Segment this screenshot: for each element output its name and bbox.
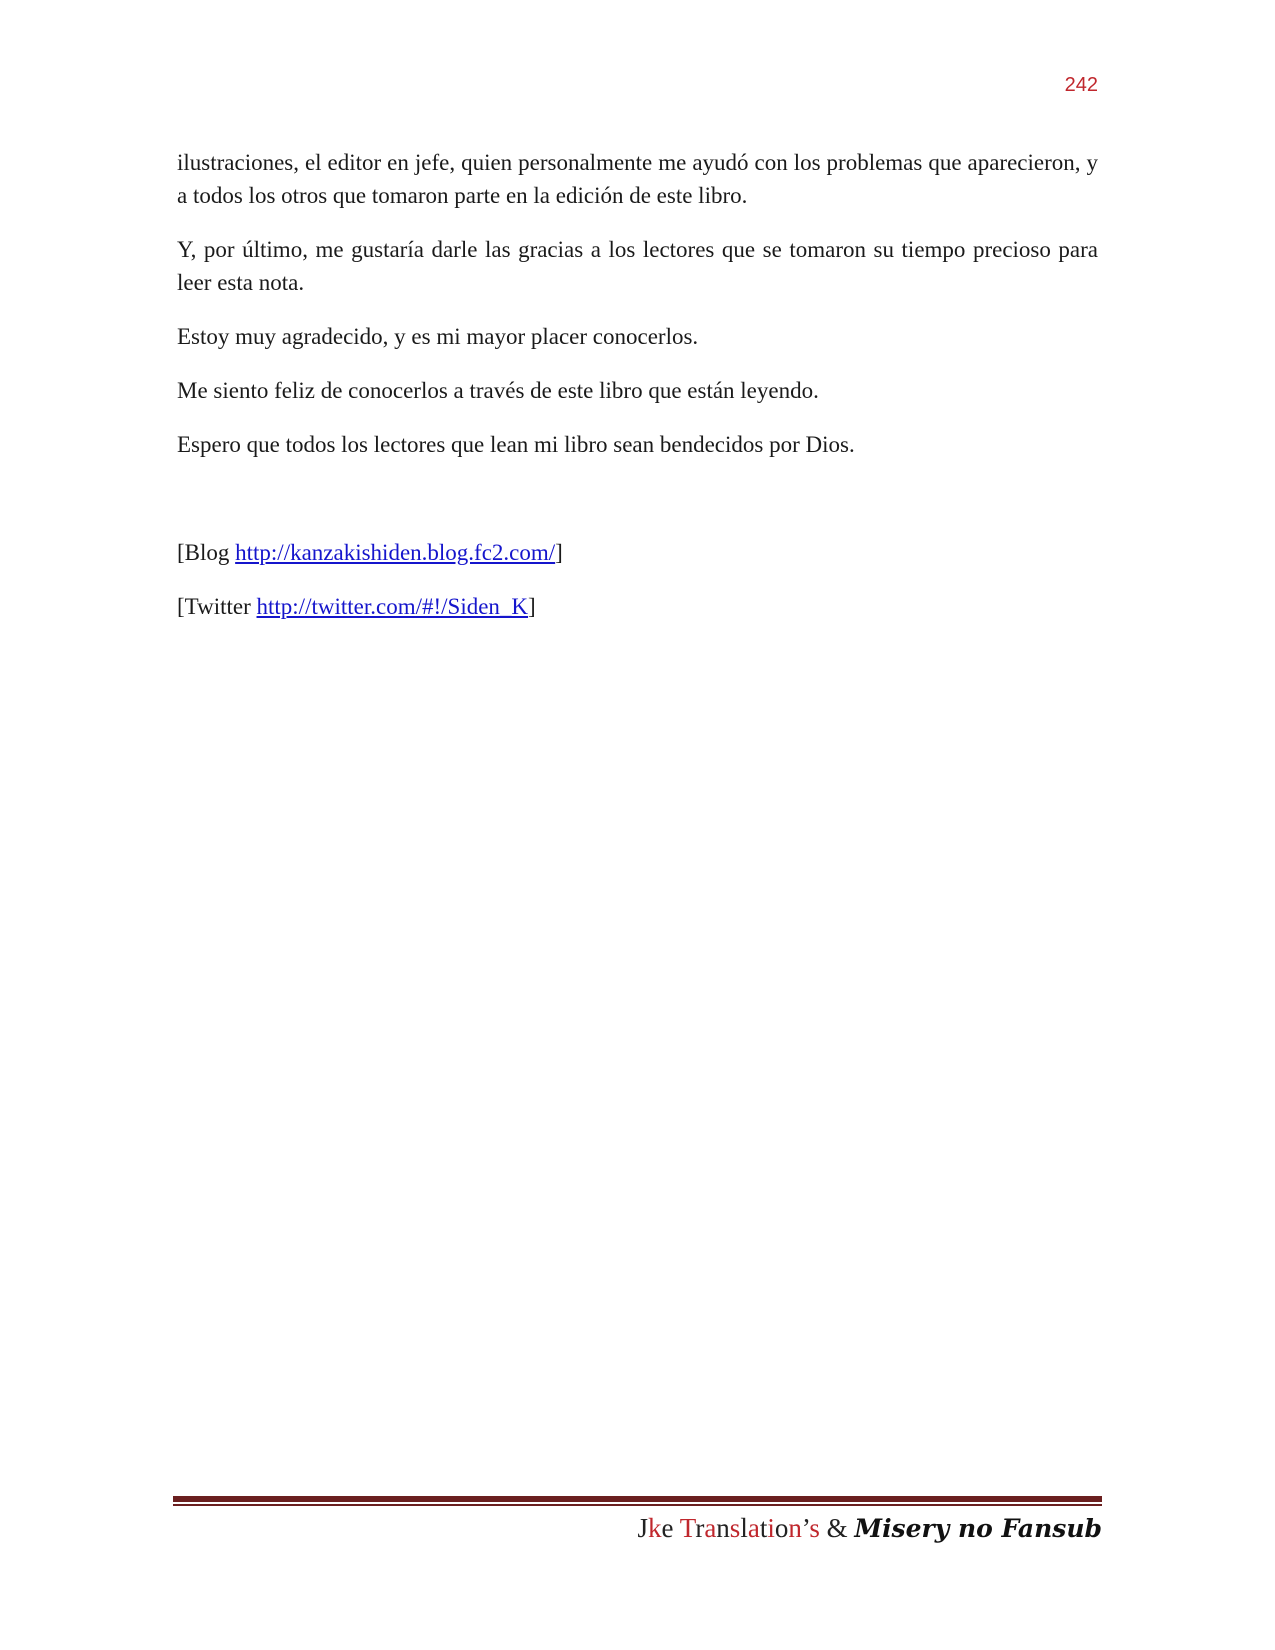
- paragraph-acknowledgements: ilustraciones, el editor en jefe, quien personalmente me ayudó con los problemas que aparecieron, y a todos los otros que tomaron parte en la edición de este libro.: [177, 150, 1098, 208]
- body-text: [177, 146, 1098, 482]
- footer-credits: [638, 1510, 1103, 1547]
- footer-letter: l: [740, 1513, 748, 1543]
- footer-letter: ’: [801, 1513, 810, 1543]
- twitter-line: [177, 590, 1098, 623]
- footer-letter: s: [729, 1513, 741, 1543]
- blog-prefix: [Blog: [177, 540, 236, 565]
- author-links: [177, 536, 1098, 644]
- footer-letter: J: [637, 1513, 649, 1543]
- twitter-link[interactable]: http://twitter.com/#!/Siden_K: [256, 594, 529, 619]
- footer-letter: T: [679, 1513, 696, 1543]
- footer-letter: o: [774, 1513, 789, 1543]
- blog-link[interactable]: http://kanzakishiden.blog.fc2.com/: [235, 540, 556, 565]
- footer-letter: s: [809, 1513, 820, 1543]
- footer-divider-thick: [173, 1496, 1102, 1502]
- paragraph-grateful: Estoy muy agradecido, y es mi mayor placer conocerlos.: [177, 324, 699, 349]
- footer-translators: [638, 1513, 855, 1543]
- twitter-prefix: [Twitter: [177, 594, 257, 619]
- blog-suffix: ]: [555, 540, 563, 565]
- footer-letter: r: [695, 1513, 705, 1543]
- footer-letter: e: [661, 1513, 680, 1543]
- footer-divider-thin: [173, 1504, 1102, 1506]
- footer-letter: i: [767, 1513, 775, 1543]
- twitter-suffix: ]: [528, 594, 536, 619]
- paragraph-blessing: Espero que todos los lectores que lean mi libro sean bendecidos por Dios.: [177, 432, 855, 457]
- footer-letter: k: [648, 1513, 662, 1543]
- paragraph-happy: Me siento feliz de conocerlos a través de este libro que están leyendo.: [177, 378, 819, 403]
- footer-letter: n: [788, 1513, 802, 1543]
- footer-letter: a: [704, 1513, 717, 1543]
- footer-letter: &: [819, 1513, 855, 1543]
- paragraph-thanks-readers: Y, por último, me gustaría darle las gracias a los lectores que se tomaron su tiempo precioso para leer esta nota.: [177, 237, 1098, 295]
- footer-fansub-name: Misery no Fansub: [854, 1514, 1102, 1543]
- page-number: 242: [1064, 74, 1098, 96]
- footer-letter: a: [747, 1513, 760, 1543]
- footer-letter: n: [716, 1513, 730, 1543]
- blog-line: [177, 536, 1098, 569]
- footer-letter: t: [759, 1513, 768, 1543]
